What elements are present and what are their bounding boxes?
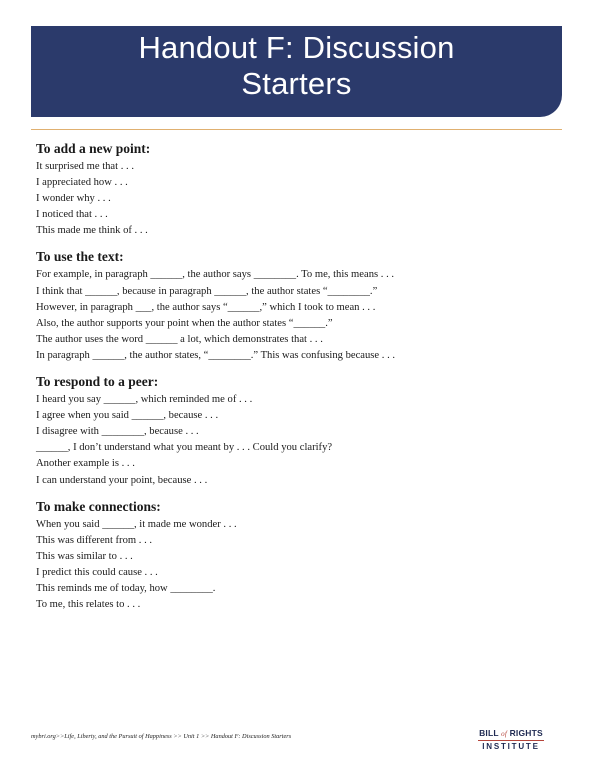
starter-line: I can understand your point, because . . . xyxy=(36,474,208,486)
starter-line: I appreciated how . . . xyxy=(36,177,128,189)
starter-line: I noticed that . . . xyxy=(36,209,108,221)
starter-line: ______, I don’t understand what you meant by . . . Could you clarify? xyxy=(36,442,333,454)
starter-line: I think that ______, because in paragraph ______, the author states “________.” xyxy=(36,285,378,297)
section-heading: To use the text: xyxy=(36,249,124,265)
divider xyxy=(31,129,562,130)
starter-line: This reminds me of today, how ________. xyxy=(36,582,216,594)
starter-line: Also, the author supports your point when the author states “______.” xyxy=(36,317,333,329)
starter-line: The author uses the word ______ a lot, which demonstrates that . . . xyxy=(36,333,323,345)
section-respond-peer xyxy=(36,373,556,489)
section-heading: To make connections: xyxy=(36,498,161,514)
starter-line: However, in paragraph ___, the author says “______,” which I took to mean . . . xyxy=(36,301,376,313)
section-add-point xyxy=(36,140,556,239)
logo-word-institute: INSTITUTE xyxy=(482,742,540,751)
bill-of-rights-institute-logo xyxy=(478,728,544,752)
page-title-line2: Starters xyxy=(241,66,352,101)
logo-word-rights: RIGHTS xyxy=(509,728,543,738)
section-heading: To respond to a peer: xyxy=(36,374,159,390)
starter-line: This made me think of . . . xyxy=(36,225,148,237)
section-use-text xyxy=(36,248,556,364)
starter-line: In paragraph ______, the author states, “________.” This was confusing because . . . xyxy=(36,349,396,361)
starter-line: To me, this relates to . . . xyxy=(36,599,141,611)
page-title-line1: Handout F: Discussion xyxy=(138,30,455,65)
title-banner xyxy=(31,26,562,117)
starter-line: This was similar to . . . xyxy=(36,550,133,562)
starter-line: I disagree with ________, because . . . xyxy=(36,426,199,438)
starter-line: When you said ______, it made me wonder . . . xyxy=(36,518,237,530)
starter-line: This was different from . . . xyxy=(36,534,153,546)
starter-line: I agree when you said ______, because . . . xyxy=(36,410,219,422)
starter-line: It surprised me that . . . xyxy=(36,161,134,172)
section-heading: To add a new point: xyxy=(36,141,151,156)
logo-word-of: of xyxy=(501,730,508,738)
starter-line: Another example is . . . xyxy=(36,458,135,470)
footer-breadcrumb: mybri.org>>Life, Liberty, and the Pursuit of Happiness >> Unit 1 >> Handout F: Discussion Starters xyxy=(31,733,292,740)
logo-top-line xyxy=(478,728,544,739)
page-title xyxy=(31,30,562,102)
logo-divider xyxy=(478,740,544,741)
section-make-connections xyxy=(36,498,556,614)
starter-line: I predict this could cause . . . xyxy=(36,566,158,578)
starter-line: For example, in paragraph ______, the author says ________. To me, this means . . . xyxy=(36,269,395,281)
starter-line: I wonder why . . . xyxy=(36,193,111,205)
starter-line: I heard you say ______, which reminded me of . . . xyxy=(36,394,253,406)
logo-word-bill: BILL xyxy=(479,728,499,738)
handout-body xyxy=(36,140,556,622)
